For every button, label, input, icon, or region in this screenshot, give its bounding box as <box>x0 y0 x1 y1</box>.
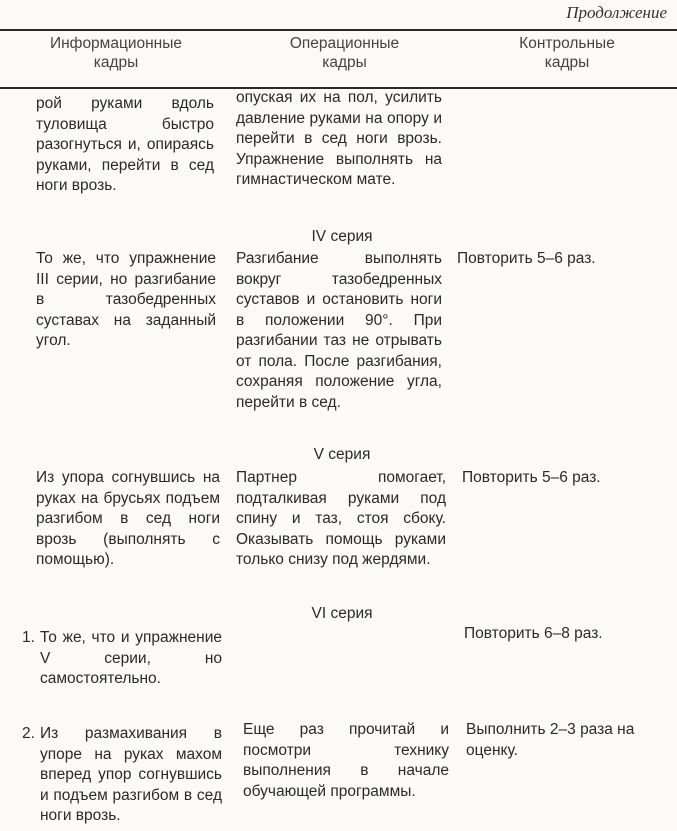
row4-info: Из размахивания в упоре на руках махом вперед упор согнувшись и подъем разгибом в сед ноги врозь. <box>40 725 222 824</box>
header-oper-line1: Операционные <box>289 35 400 52</box>
header-oper-line2: кадры <box>322 54 367 71</box>
row3-number: 1. <box>22 629 35 646</box>
header-info-line2: кадры <box>93 54 139 71</box>
row3-info: То же, что и упражнение V серии, но самостоятельно. <box>40 629 222 687</box>
row4-control: Выполнить 2–3 раза на оценку. <box>466 721 635 759</box>
header-info-line1: Информационные <box>49 35 182 52</box>
row4-operational: Еще раз прочитай и посмотри технику выполнения в начале обучающей программы. <box>243 721 449 800</box>
header-operational-frames <box>232 34 457 72</box>
header-control-line1: Контрольные <box>519 35 615 52</box>
series-5-title: V серия <box>313 446 371 463</box>
header-info-frames <box>0 34 232 72</box>
row0-operational: опуская их на пол, усилить давление руками на опору и перейти в сед ноги врозь. Упражнение выполнять на гимнастическом мате. <box>236 89 442 188</box>
row2-control: Повторить 5–6 раз. <box>462 469 601 486</box>
row4-number: 2. <box>22 725 35 742</box>
row2-info: Из упора согнувшись на руках на брусьях подъем разгибом в сед ноги врозь (выполнять с помощью). <box>36 469 220 568</box>
row3-control: Повторить 6–8 раз. <box>464 625 603 642</box>
row1-operational: Разгибание выполнять вокруг тазобедренных суставов и остановить ноги в положении 90°. При разгибании таз не отрывать от пола. После разгибания, сохраняя положение угла, перейти в сед. <box>236 250 442 411</box>
row1-control: Повторить 5–6 раз. <box>457 250 596 267</box>
header-control-frames <box>457 34 677 72</box>
table-top-rule <box>0 29 677 31</box>
row1-info: То же, что упражнение III серии, но разгибание в тазобедренных суставах на заданный угол. <box>36 250 216 349</box>
series-6-title: VI серия <box>311 605 373 622</box>
row0-info: рой руками вдоль туловища быстро разогнуться и, опираясь руками, перейти в сед ноги врозь. <box>36 95 214 194</box>
continued-label: Продолжение <box>566 3 667 22</box>
series-4-title: IV серия <box>311 228 373 245</box>
row2-operational: Партнер помогает, подталкивая руками под спину и таз, стоя сбоку. Оказывать помощь руками только снизу под жердями. <box>236 469 446 568</box>
header-control-line2: кадры <box>544 54 590 71</box>
